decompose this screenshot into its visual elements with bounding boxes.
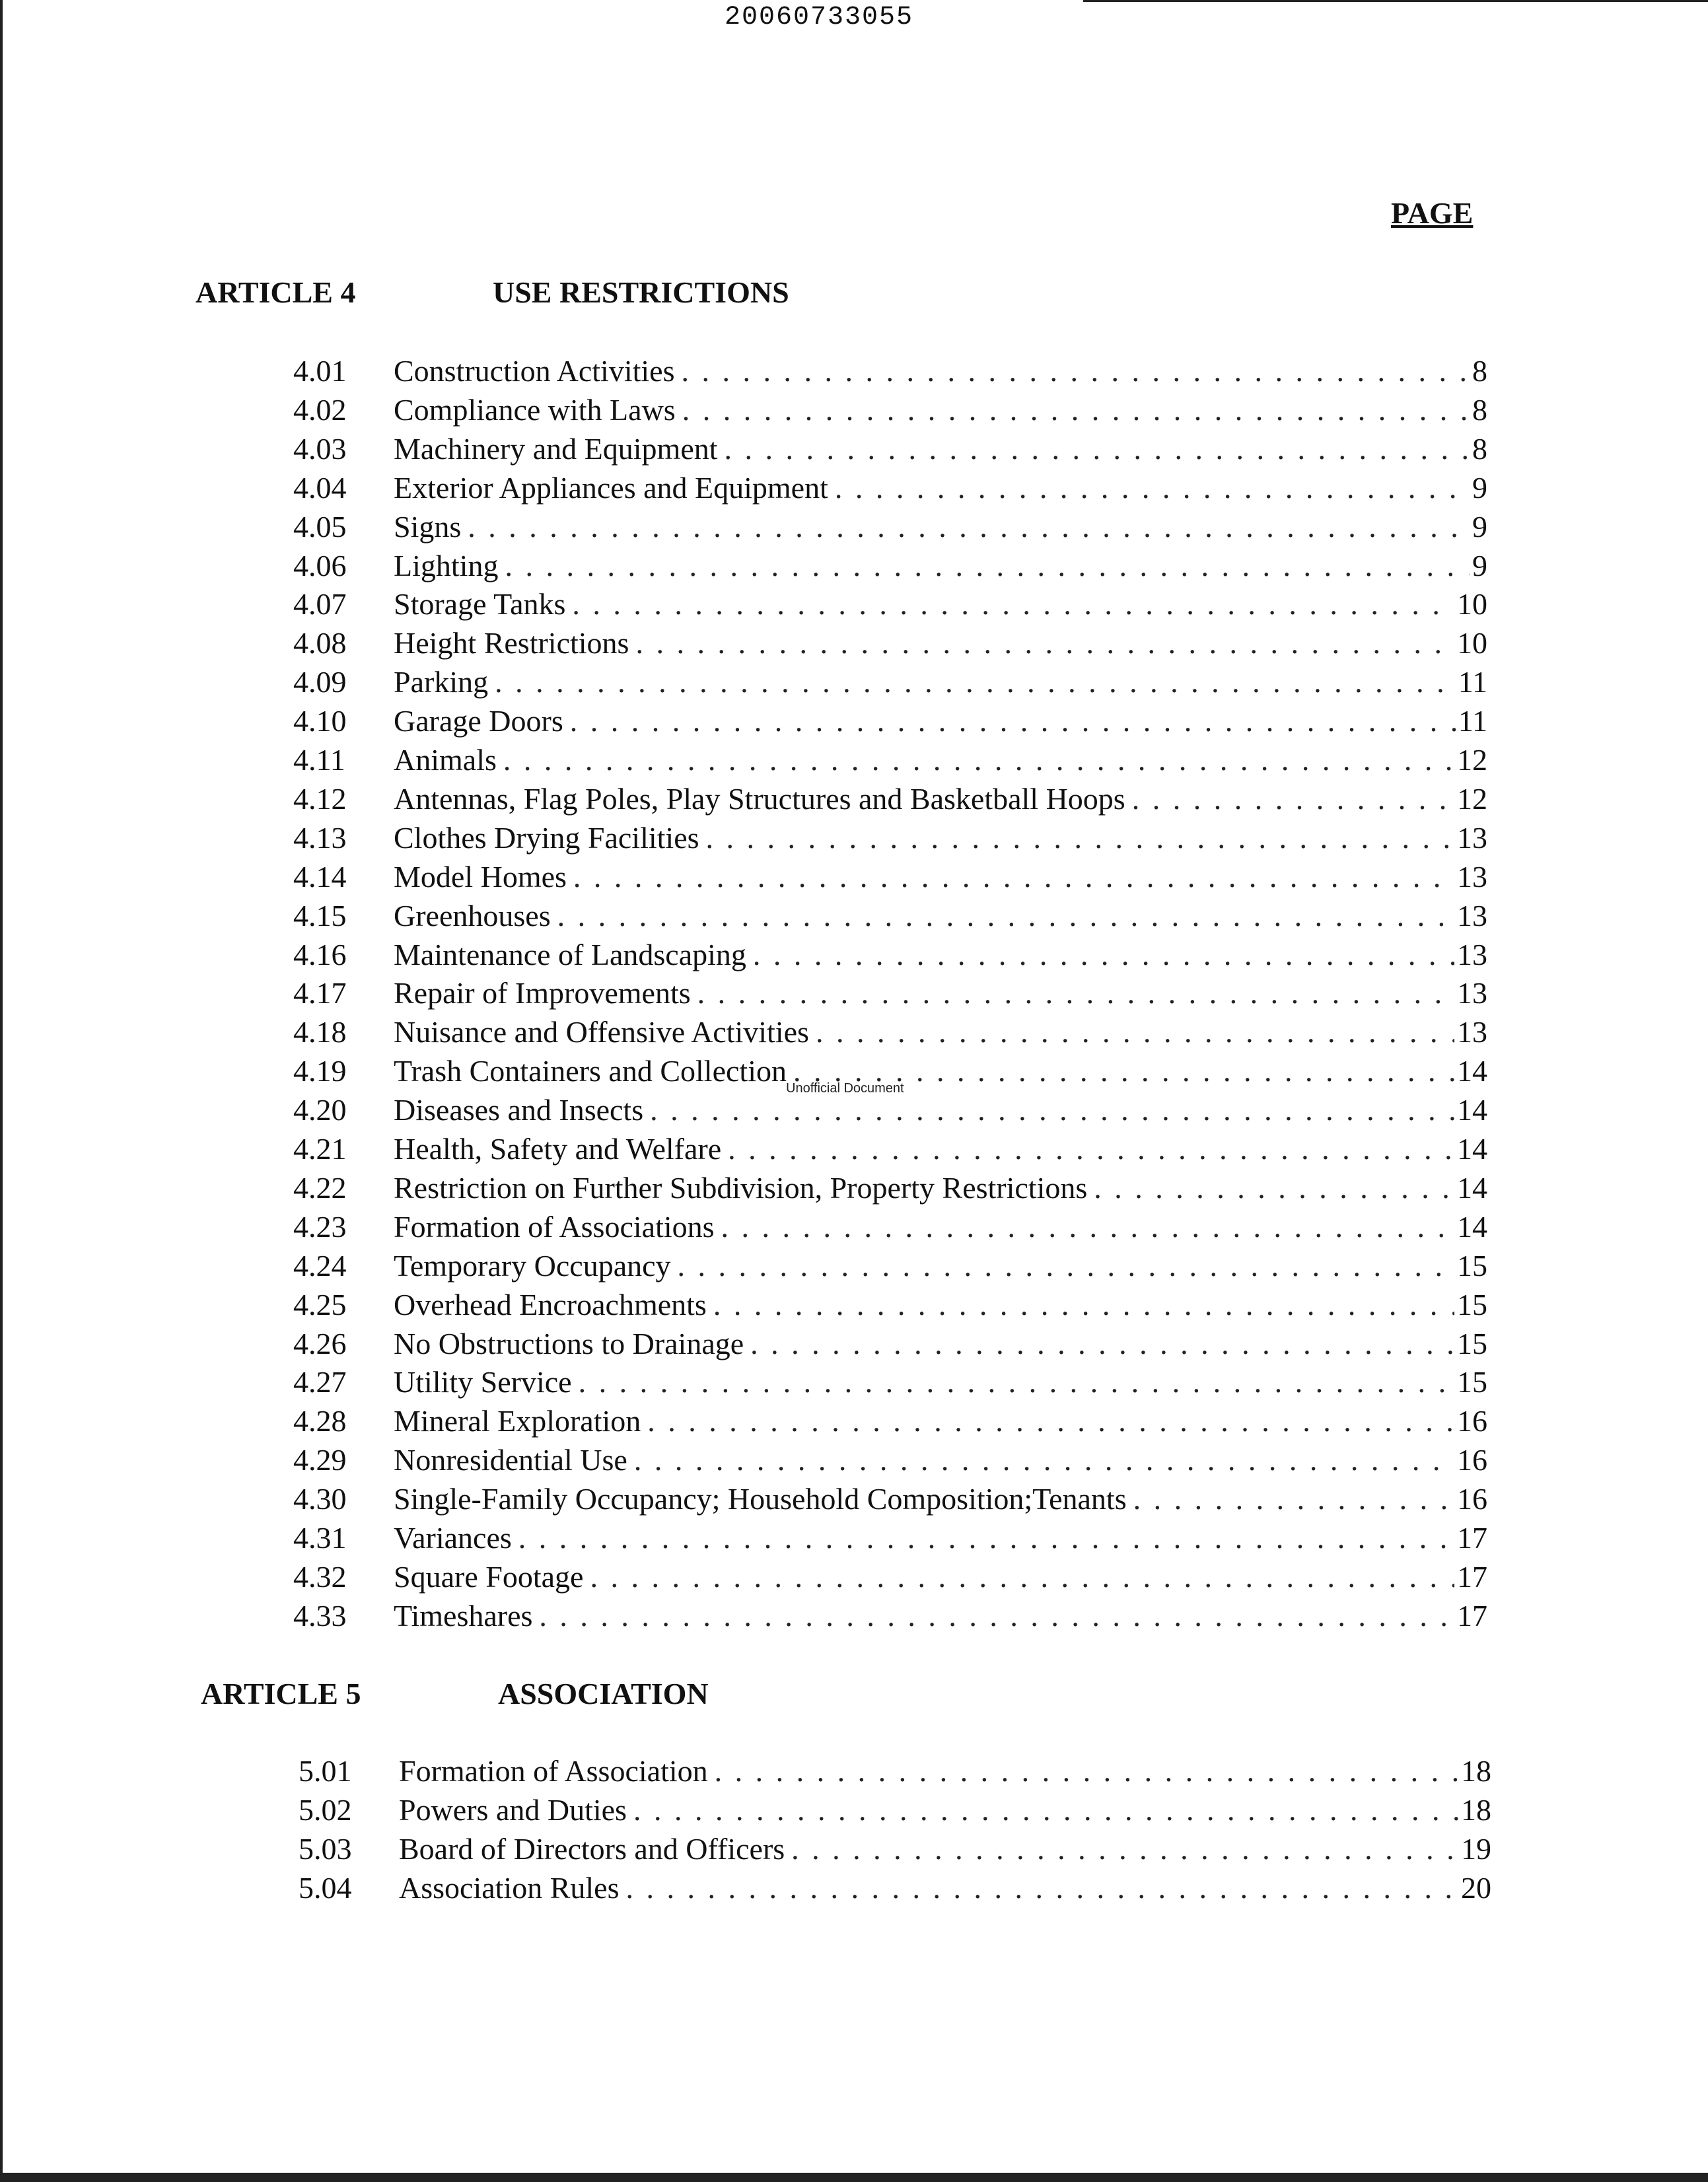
section-number: 4.07 <box>293 587 347 621</box>
section-number: 4.19 <box>293 1054 347 1088</box>
section-number: 4.25 <box>293 1287 347 1321</box>
toc-entry <box>293 899 1487 933</box>
page-number: 13 <box>1457 1015 1487 1049</box>
section-number: 4.01 <box>293 354 347 388</box>
dot-leader <box>635 626 1454 660</box>
entry-body <box>394 510 1487 544</box>
toc-entry <box>293 1093 1487 1127</box>
page-number: 9 <box>1472 509 1487 544</box>
section-number: 4.30 <box>293 1482 347 1516</box>
dot-leader <box>557 899 1454 933</box>
section-number: 4.10 <box>293 704 347 738</box>
section-title: Height Restrictions <box>394 626 635 660</box>
toc-entry <box>293 821 1487 855</box>
toc-entry <box>293 665 1487 699</box>
page-number: 12 <box>1457 781 1487 816</box>
article-title: ASSOCIATION <box>498 1677 709 1710</box>
dot-leader <box>633 1793 1458 1827</box>
dot-leader <box>678 1249 1454 1283</box>
page-number: 14 <box>1457 1170 1487 1205</box>
page-number: 14 <box>1457 1093 1487 1127</box>
toc-entry <box>293 1327 1487 1361</box>
entry-body <box>394 743 1487 777</box>
dot-leader <box>1094 1171 1454 1205</box>
entry-body <box>394 821 1487 855</box>
section-title: Antennas, Flag Poles, Play Structures and Basketball Hoops <box>394 782 1132 816</box>
entry-body <box>394 1560 1487 1594</box>
toc-entry <box>299 1754 1491 1788</box>
entry-body <box>394 938 1487 972</box>
page-number: 13 <box>1457 820 1487 855</box>
dot-leader <box>681 354 1470 388</box>
scan-edge-top <box>1083 0 1708 2</box>
dot-leader <box>572 587 1454 621</box>
section-number: 4.05 <box>293 509 347 544</box>
toc-entry <box>293 626 1487 660</box>
page-number: 16 <box>1457 1482 1487 1516</box>
page-number: 13 <box>1457 898 1487 933</box>
page-number: 17 <box>1457 1521 1487 1555</box>
section-title: Restriction on Further Subdivision, Property Restrictions <box>394 1171 1094 1205</box>
dot-leader <box>1132 782 1454 816</box>
entry-body <box>394 1327 1487 1361</box>
entry-body <box>399 1754 1491 1788</box>
section-title: Square Footage <box>394 1560 590 1594</box>
section-title: Powers and Duties <box>399 1793 633 1827</box>
page-number: 8 <box>1472 354 1487 388</box>
entry-body <box>394 1249 1487 1283</box>
toc-entry <box>293 860 1487 894</box>
toc-entry <box>293 1404 1487 1438</box>
entry-body <box>394 1015 1487 1049</box>
toc-entry <box>293 976 1487 1010</box>
section-title: Garage Doors <box>394 704 570 738</box>
toc-entry <box>293 1249 1487 1283</box>
scan-edge-left <box>0 0 3 2182</box>
page-number: 16 <box>1457 1443 1487 1477</box>
section-title: Storage Tanks <box>394 587 572 621</box>
page-number: 20 <box>1461 1870 1491 1905</box>
section-number: 4.31 <box>293 1521 347 1555</box>
entry-body <box>394 1093 1487 1127</box>
section-title: Timeshares <box>394 1599 539 1633</box>
dot-leader <box>721 1210 1454 1244</box>
page-number: 15 <box>1457 1326 1487 1360</box>
entry-body <box>394 354 1487 388</box>
toc-entry <box>293 471 1487 505</box>
section-number: 4.29 <box>293 1443 347 1477</box>
dot-leader <box>682 393 1470 427</box>
section-number: 4.02 <box>293 392 347 427</box>
toc-entry <box>293 587 1487 621</box>
section-number: 4.27 <box>293 1365 347 1399</box>
dot-leader <box>728 1132 1454 1166</box>
dot-leader <box>1133 1482 1454 1516</box>
section-title: Health, Safety and Welfare <box>394 1132 728 1166</box>
section-title: Greenhouses <box>394 899 557 933</box>
toc-entry <box>293 1560 1487 1594</box>
entry-body <box>394 665 1487 699</box>
entry-body <box>394 782 1487 816</box>
dot-leader <box>503 743 1454 777</box>
toc-entry <box>293 1599 1487 1633</box>
section-number: 4.22 <box>293 1170 347 1205</box>
section-number: 4.23 <box>293 1209 347 1244</box>
page-number: 14 <box>1457 1132 1487 1166</box>
entry-body <box>394 1365 1487 1399</box>
page-number: 8 <box>1472 392 1487 427</box>
section-title: Exterior Appliances and Equipment <box>394 471 835 505</box>
section-title: Signs <box>394 510 468 544</box>
section-title: Temporary Occupancy <box>394 1249 678 1283</box>
page-number: 11 <box>1458 665 1487 699</box>
toc-entry <box>293 1288 1487 1322</box>
page-number: 15 <box>1457 1248 1487 1283</box>
toc-entry <box>299 1871 1491 1905</box>
toc-entry <box>293 1015 1487 1049</box>
dot-leader <box>725 432 1470 466</box>
section-number: 4.06 <box>293 548 347 582</box>
section-title: Nonresidential Use <box>394 1443 634 1477</box>
page-number: 18 <box>1461 1754 1491 1788</box>
section-title: Animals <box>394 743 503 777</box>
page-number: 10 <box>1457 626 1487 660</box>
page-number: 9 <box>1472 470 1487 505</box>
section-title: Overhead Encroachments <box>394 1288 713 1322</box>
dot-leader <box>570 704 1456 738</box>
toc-entry <box>299 1793 1491 1827</box>
scan-edge-bottom <box>0 2173 1708 2182</box>
entry-body <box>394 1404 1487 1438</box>
toc-entry <box>293 1132 1487 1166</box>
page-number: 16 <box>1457 1404 1487 1438</box>
page-number: 15 <box>1457 1287 1487 1321</box>
toc-entry <box>293 1482 1487 1516</box>
section-number: 4.18 <box>293 1015 347 1049</box>
section-number: 4.09 <box>293 665 347 699</box>
section-number: 4.11 <box>293 743 345 777</box>
dot-leader <box>791 1832 1458 1866</box>
dot-leader <box>706 821 1454 855</box>
article-number: ARTICLE 5 <box>201 1677 361 1710</box>
unofficial-document-watermark: Unofficial Document <box>786 1081 904 1096</box>
entry-body <box>394 1288 1487 1322</box>
dot-leader <box>573 860 1454 894</box>
section-title: Maintenance of Landscaping <box>394 938 753 972</box>
page-number: 11 <box>1458 704 1487 738</box>
page-number: 19 <box>1461 1831 1491 1866</box>
section-number: 5.03 <box>299 1831 352 1866</box>
page-number: 13 <box>1457 859 1487 894</box>
section-number: 4.20 <box>293 1093 347 1127</box>
entry-body <box>394 471 1487 505</box>
toc-entry <box>293 1171 1487 1205</box>
dot-leader <box>468 510 1470 544</box>
toc-entry <box>293 354 1487 388</box>
page-number: 8 <box>1472 431 1487 466</box>
toc-entry <box>293 743 1487 777</box>
dot-leader <box>650 1093 1454 1127</box>
dot-leader <box>539 1599 1454 1633</box>
section-title: Formation of Association <box>399 1754 715 1788</box>
entry-body <box>394 1171 1487 1205</box>
toc-entry <box>293 1521 1487 1555</box>
section-number: 4.04 <box>293 470 347 505</box>
page-number: 17 <box>1457 1559 1487 1594</box>
entry-body <box>394 549 1487 583</box>
section-number: 4.33 <box>293 1598 347 1633</box>
entry-body <box>394 704 1487 738</box>
section-number: 5.04 <box>299 1870 352 1905</box>
article-heading-5 <box>201 1676 1125 1713</box>
section-number: 5.01 <box>299 1754 352 1788</box>
section-title: Parking <box>394 665 495 699</box>
article-title: USE RESTRICTIONS <box>493 275 789 309</box>
dot-leader <box>713 1288 1454 1322</box>
entry-body <box>394 1443 1487 1477</box>
dot-leader <box>835 471 1470 505</box>
dot-leader <box>816 1015 1454 1049</box>
section-title: Model Homes <box>394 860 573 894</box>
toc-entry <box>293 938 1487 972</box>
dot-leader <box>495 665 1456 699</box>
entry-body <box>394 1132 1487 1166</box>
entry-body <box>394 1599 1487 1633</box>
entry-body <box>394 1210 1487 1244</box>
entry-body <box>399 1871 1491 1905</box>
section-title: Lighting <box>394 549 505 583</box>
section-title: Trash Containers and Collection <box>394 1054 793 1088</box>
entry-body <box>394 899 1487 933</box>
toc-entry <box>293 432 1487 466</box>
dot-leader <box>750 1327 1454 1361</box>
dot-leader <box>634 1443 1454 1477</box>
entry-body <box>399 1832 1491 1866</box>
dot-leader <box>625 1871 1458 1905</box>
section-number: 4.17 <box>293 976 347 1010</box>
page-number: 18 <box>1461 1792 1491 1827</box>
toc-entry <box>293 1443 1487 1477</box>
toc-entry <box>293 1365 1487 1399</box>
article-heading-4 <box>196 275 1120 312</box>
section-number: 4.16 <box>293 937 347 971</box>
toc-entry <box>299 1832 1491 1866</box>
section-number: 4.28 <box>293 1404 347 1438</box>
document-number: 20060733055 <box>725 3 914 32</box>
section-title: Mineral Exploration <box>394 1404 647 1438</box>
entry-body <box>394 1521 1487 1555</box>
entry-body <box>394 393 1487 427</box>
section-number: 5.02 <box>299 1792 352 1827</box>
entry-body <box>399 1793 1491 1827</box>
section-title: Diseases and Insects <box>394 1093 650 1127</box>
entry-body <box>394 976 1487 1010</box>
section-title: Repair of Improvements <box>394 976 697 1010</box>
section-title: Formation of Associations <box>394 1210 721 1244</box>
page-number: 14 <box>1457 1054 1487 1088</box>
dot-leader <box>505 549 1470 583</box>
dot-leader <box>579 1365 1454 1399</box>
section-number: 4.08 <box>293 626 347 660</box>
section-number: 4.15 <box>293 898 347 933</box>
page-number: 10 <box>1457 587 1487 621</box>
dot-leader <box>697 976 1454 1010</box>
toc-entry <box>293 782 1487 816</box>
toc-entry <box>293 1210 1487 1244</box>
section-title: Construction Activities <box>394 354 681 388</box>
entry-body <box>394 432 1487 466</box>
toc-entry <box>293 393 1487 427</box>
section-title: Variances <box>394 1521 518 1555</box>
page-number: 14 <box>1457 1209 1487 1244</box>
dot-leader <box>590 1560 1454 1594</box>
section-number: 4.14 <box>293 859 347 894</box>
section-title: Compliance with Laws <box>394 393 682 427</box>
section-title: Clothes Drying Facilities <box>394 821 706 855</box>
dot-leader <box>715 1754 1458 1788</box>
section-number: 4.24 <box>293 1248 347 1283</box>
section-number: 4.32 <box>293 1559 347 1594</box>
section-number: 4.12 <box>293 781 347 816</box>
entry-body <box>394 587 1487 621</box>
entry-body <box>394 626 1487 660</box>
toc-entry <box>293 549 1487 583</box>
section-title: Single-Family Occupancy; Household Composition;Tenants <box>394 1482 1133 1516</box>
toc-entry <box>293 704 1487 738</box>
article-number: ARTICLE 4 <box>196 275 356 309</box>
dot-leader <box>647 1404 1454 1438</box>
section-title: Utility Service <box>394 1365 579 1399</box>
page-number: 13 <box>1457 976 1487 1010</box>
page-column-heading: PAGE <box>1391 196 1474 230</box>
section-title: Association Rules <box>399 1871 625 1905</box>
page-number: 9 <box>1472 548 1487 582</box>
entry-body <box>394 860 1487 894</box>
page-number: 12 <box>1457 743 1487 777</box>
section-title: Machinery and Equipment <box>394 432 725 466</box>
section-title: Board of Directors and Officers <box>399 1832 791 1866</box>
entry-body <box>394 1482 1487 1516</box>
page-number: 13 <box>1457 937 1487 971</box>
section-title: Nuisance and Offensive Activities <box>394 1015 816 1049</box>
section-number: 4.21 <box>293 1132 347 1166</box>
page-number: 17 <box>1457 1598 1487 1633</box>
section-number: 4.03 <box>293 431 347 466</box>
dot-leader <box>753 938 1454 972</box>
page-number: 15 <box>1457 1365 1487 1399</box>
section-number: 4.13 <box>293 820 347 855</box>
entry-body <box>394 1054 1487 1088</box>
toc-entry <box>293 510 1487 544</box>
dot-leader <box>518 1521 1454 1555</box>
section-title: No Obstructions to Drainage <box>394 1327 750 1361</box>
section-number: 4.26 <box>293 1326 347 1360</box>
